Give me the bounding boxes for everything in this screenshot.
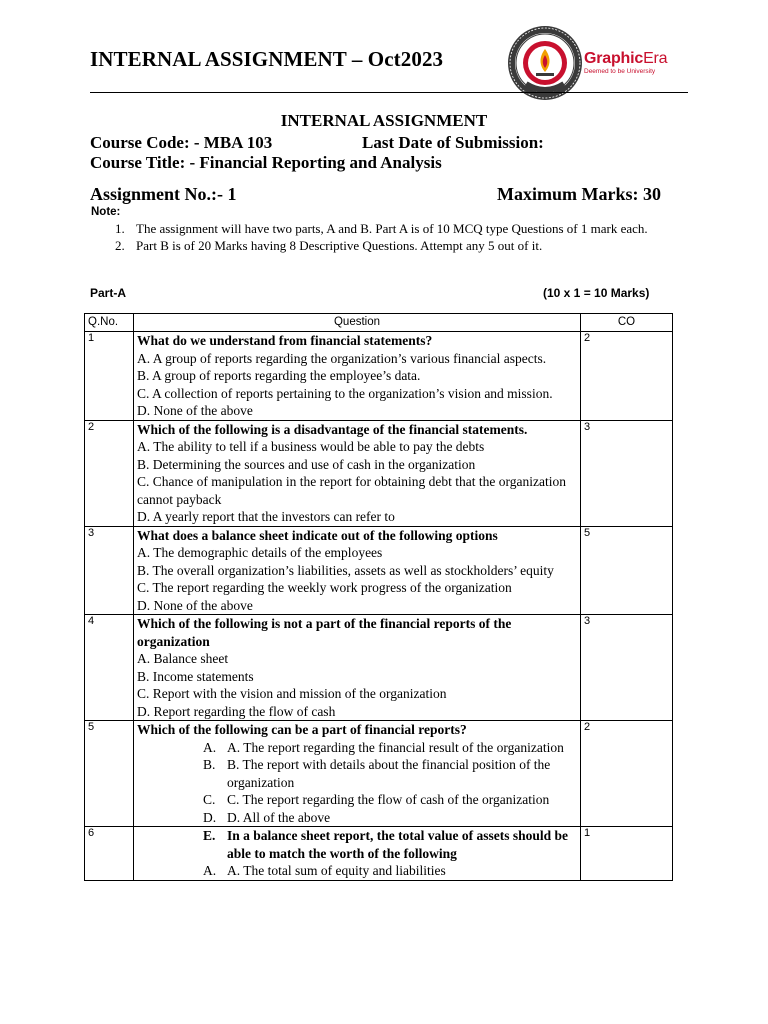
brand-name-graphic: Graphic xyxy=(584,50,644,67)
list-marker: D. xyxy=(203,809,217,825)
note-label: Note: xyxy=(91,206,121,218)
option-d: D. None of the above xyxy=(137,403,253,418)
question-number: 4 xyxy=(85,615,134,721)
question-cell xyxy=(134,615,581,721)
option-b: B. The overall organization’s liabilities, assets as well as stockholders’ equity xyxy=(137,562,554,578)
table-header-row xyxy=(85,314,673,332)
table-row xyxy=(85,615,673,721)
last-date-of-submission: Last Date of Submission: xyxy=(362,133,544,152)
course-title: Course Title: - Financial Reporting and Analysis xyxy=(90,153,442,172)
note-item xyxy=(90,221,660,237)
option-c: C. Chance of manipulation in the report for obtaining debt that the organization cannot payback xyxy=(137,474,567,507)
question-cell xyxy=(134,526,581,615)
header-title: INTERNAL ASSIGNMENT – Oct2023 xyxy=(90,47,444,71)
question-cell xyxy=(134,827,581,881)
course-outcome: 2 xyxy=(581,721,673,827)
list-option xyxy=(137,756,577,791)
note-item xyxy=(90,238,660,254)
option-b: B. Determining the sources and use of cash in the organization xyxy=(137,456,476,472)
question-text: Which of the following is a disadvantage of the financial statements. xyxy=(137,421,528,437)
list-marker: C. xyxy=(203,792,216,807)
table-row xyxy=(85,332,673,421)
table-row xyxy=(85,526,673,615)
university-seal-logo xyxy=(506,24,584,102)
list-question xyxy=(137,827,577,862)
table-row xyxy=(85,420,673,526)
option-a: A. A group of reports regarding the organization’s various financial aspects. xyxy=(137,350,547,366)
list-option xyxy=(137,739,577,757)
question-cell xyxy=(134,332,581,421)
question-text: Which of the following can be a part of financial reports? xyxy=(137,722,467,737)
option-text: A. The report regarding the financial result of the organization xyxy=(227,739,564,755)
note-text: The assignment will have two parts, A and B. Part A is of 10 MCQ type Questions of 1 mark each. xyxy=(136,221,648,236)
list-marker: B. xyxy=(203,757,216,772)
table-row xyxy=(85,827,673,881)
question-number: 5 xyxy=(85,721,134,827)
column-header-question: Question xyxy=(134,314,581,332)
option-a: A. The demographic details of the employees xyxy=(137,545,383,560)
list-marker: E. xyxy=(203,828,216,843)
brand-tagline: Deemed to be University xyxy=(584,68,656,75)
assignment-number: Assignment No.:- 1 xyxy=(90,184,237,204)
option-text: D. All of the above xyxy=(227,809,331,825)
brand-name-era: Era xyxy=(643,50,668,67)
option-text: C. The report regarding the flow of cash of the organization xyxy=(227,792,550,807)
question-text: What does a balance sheet indicate out of the following options xyxy=(137,527,498,543)
question-number: 2 xyxy=(85,420,134,526)
option-text: A. The total sum of equity and liabilities xyxy=(227,863,446,878)
course-outcome: 2 xyxy=(581,332,673,421)
course-outcome: 1 xyxy=(581,827,673,881)
part-a-marks: (10 x 1 = 10 Marks) xyxy=(543,286,650,300)
part-a-label: Part-A xyxy=(90,286,127,300)
brand-wordmark xyxy=(584,51,667,75)
question-cell xyxy=(134,420,581,526)
question-number: 1 xyxy=(85,332,134,421)
maximum-marks: Maximum Marks: 30 xyxy=(497,184,661,204)
question-text: Which of the following is not a part of the financial reports of the organization xyxy=(137,616,512,649)
option-a: A. Balance sheet xyxy=(137,651,229,666)
question-text: In a balance sheet report, the total value of assets should be able to match the worth of the following xyxy=(227,828,569,861)
option-b: B. Income statements xyxy=(137,668,254,684)
course-outcome: 3 xyxy=(581,615,673,721)
course-outcome: 5 xyxy=(581,526,673,615)
list-marker: A. xyxy=(203,739,217,755)
note-text: Part B is of 20 Marks having 8 Descriptive Questions. Attempt any 5 out of it. xyxy=(136,238,543,253)
option-c: C. The report regarding the weekly work progress of the organization xyxy=(137,580,512,595)
header-divider xyxy=(90,92,688,93)
brand-name xyxy=(584,51,667,67)
option-d: D. None of the above xyxy=(137,597,253,613)
list-marker: A. xyxy=(203,863,217,878)
question-text: What do we understand from financial statements? xyxy=(137,333,433,348)
course-outcome: 3 xyxy=(581,420,673,526)
question-number: 6 xyxy=(85,827,134,881)
option-text: B. The report with details about the financial position of the organization xyxy=(227,757,551,790)
document-heading: INTERNAL ASSIGNMENT xyxy=(280,111,488,130)
option-d: D. Report regarding the flow of cash xyxy=(137,703,336,719)
note-number: 2. xyxy=(115,238,125,253)
option-c: C. A collection of reports pertaining to the organization’s vision and mission. xyxy=(137,385,553,401)
list-option xyxy=(137,809,577,827)
list-option xyxy=(137,791,577,809)
note-number: 1. xyxy=(115,221,125,236)
option-b: B. A group of reports regarding the employee’s data. xyxy=(137,368,421,383)
option-d: D. A yearly report that the investors can refer to xyxy=(137,509,395,524)
course-code: Course Code: - MBA 103 xyxy=(90,133,273,152)
notes-list xyxy=(90,221,660,255)
question-number: 3 xyxy=(85,526,134,615)
column-header-qno: Q.No. xyxy=(85,314,134,332)
question-cell xyxy=(134,721,581,827)
option-a: A. The ability to tell if a business would be able to pay the debts xyxy=(137,439,485,454)
mcq-table xyxy=(84,313,673,881)
list-option xyxy=(137,862,577,880)
option-c: C. Report with the vision and mission of the organization xyxy=(137,686,447,701)
table-row xyxy=(85,721,673,827)
column-header-co: CO xyxy=(581,314,673,332)
